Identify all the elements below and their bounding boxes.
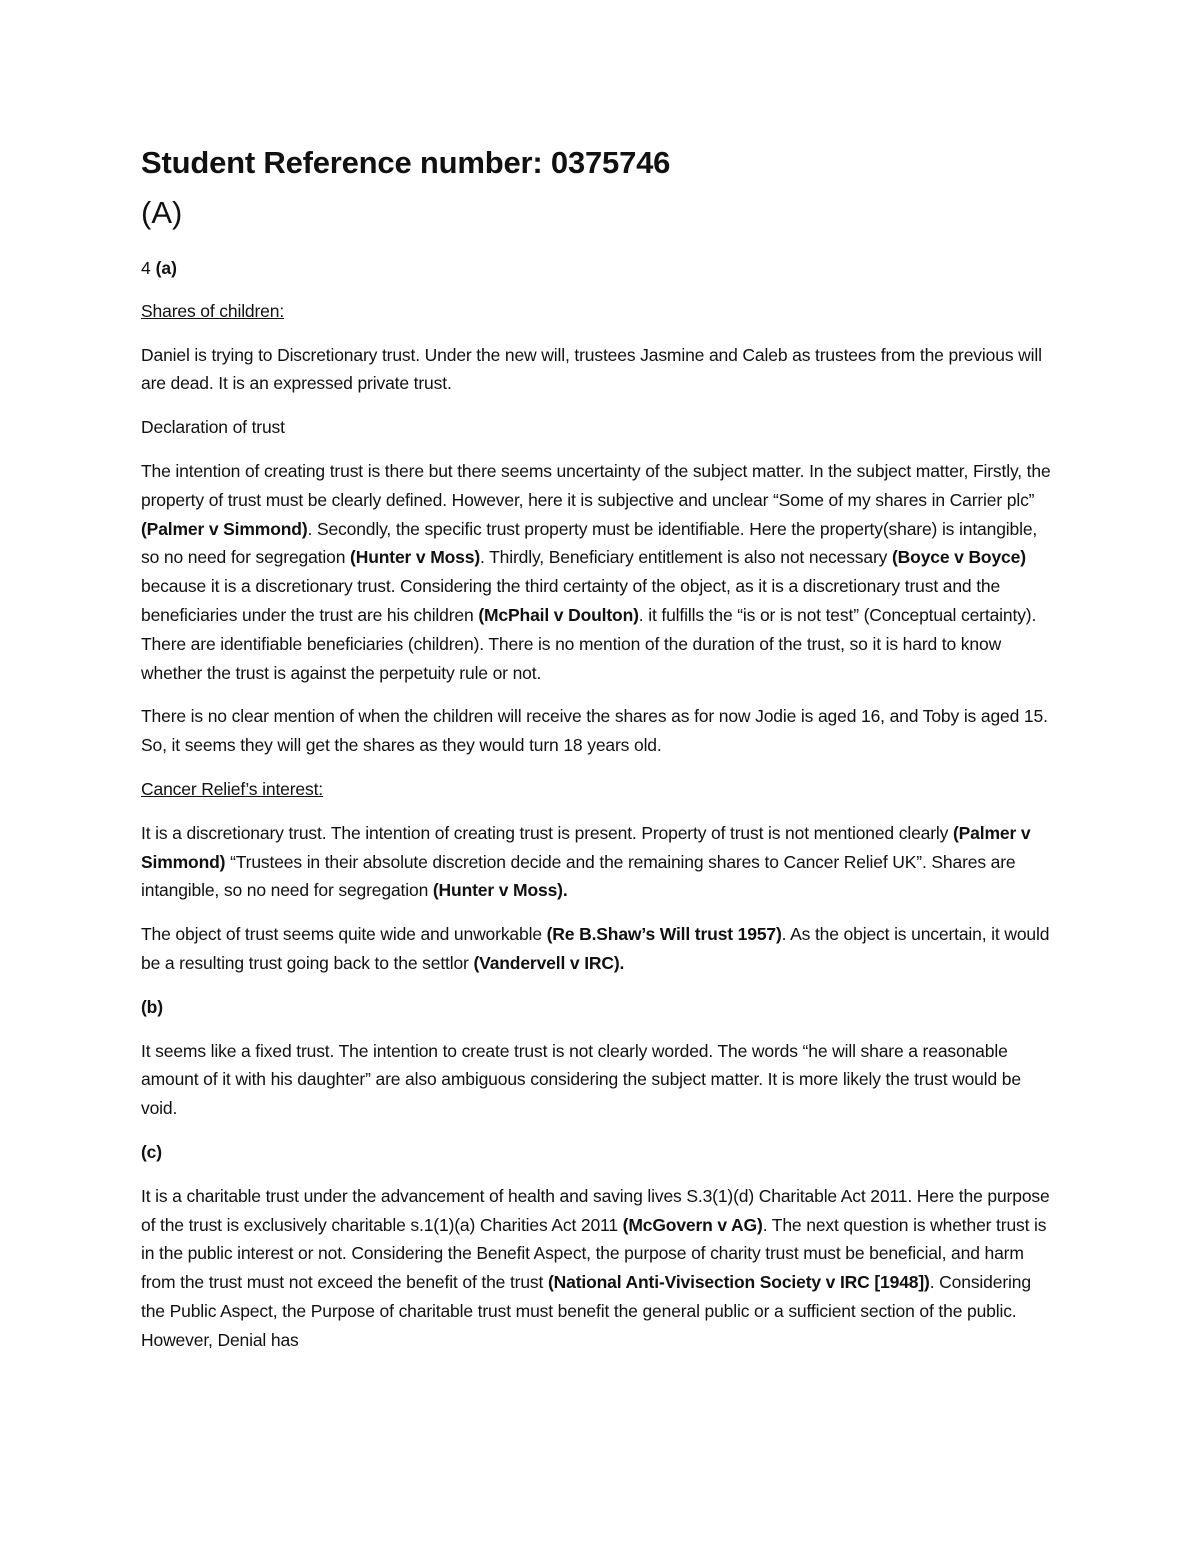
document-page bbox=[141, 140, 1059, 1370]
case-citation: (Boyce v Boyce) bbox=[891, 547, 1026, 568]
case-citation: (Re B.Shaw’s Will trust 1957) bbox=[546, 924, 782, 945]
case-citation: (McPhail v Doulton) bbox=[478, 604, 639, 625]
p7-text-2: . The next question is whether trust is in the public interest or not. Considering the Benefit Aspect, the purpose of charity trust must be beneficial, and harm from the trust must not exceed the benefit of the trust bbox=[141, 1214, 1047, 1293]
paragraph-5 bbox=[141, 920, 1059, 978]
paragraph-1: Daniel is trying to Discretionary trust. Under the new will, trustees Jasmine and Caleb as trustees from the previous will are dead. It is an expressed private trust. bbox=[141, 344, 1042, 394]
p7-text-3: . Considering the Public Aspect, the Purpose of charitable trust must benefit the general public or a sufficient section of the public. However, Denial has bbox=[141, 1272, 1031, 1350]
cancer-relief-heading: Cancer Relief’s interest: bbox=[141, 778, 324, 799]
paragraph-7 bbox=[141, 1182, 1059, 1355]
label-c: (c) bbox=[141, 1141, 162, 1162]
paragraph-3: There is no clear mention of when the children will receive the shares as for now Jodie is aged 16, and Toby is aged 15. So, it seems they will get the shares as they would turn 18 years old. bbox=[141, 706, 1048, 756]
label-b: (b) bbox=[141, 996, 163, 1017]
case-citation: (McGovern v AG) bbox=[622, 1214, 763, 1235]
question-number bbox=[141, 254, 1059, 283]
declaration-heading: Declaration of trust bbox=[141, 417, 285, 438]
paragraph-4 bbox=[141, 819, 1059, 905]
question-part: (a) bbox=[155, 258, 177, 278]
p5-text-2: . As the object is uncertain, it would be a resulting trust going back to the settlor bbox=[141, 924, 1050, 973]
p4-text-1: It is a discretionary trust. The intention of creating trust is present. Property of trust is not mentioned clearly bbox=[141, 822, 953, 843]
p5-text-1: The object of trust seems quite wide and unworkable bbox=[141, 924, 547, 945]
p2-text-2: . Secondly, the specific trust property must be identifiable. Here the property(share) is intangible, so no need for segregation bbox=[141, 518, 1038, 568]
case-citation: (Hunter v Moss) bbox=[350, 547, 481, 568]
paragraph-6: It seems like a fixed trust. The intention to create trust is not clearly worded. The words “he will share a reasonable amount of it with his daughter” are also ambiguous considering the subject matter. It is more likely the trust would be void. bbox=[141, 1040, 1021, 1119]
p2-text-5: . it fulfills the “is or is not test” (Conceptual certainty). There are identifiable beneficiaries (children). There is no mention of the duration of the trust, so it is hard to know whether the trust is against the perpetuity rule or not. bbox=[141, 604, 1037, 683]
p2-text-4: because it is a discretionary trust. Considering the third certainty of the object, as it is a discretionary trust and the beneficiaries under the trust are his children bbox=[141, 576, 1001, 625]
section-heading: (A) bbox=[141, 195, 183, 230]
case-citation: (Palmer v Simmond) bbox=[141, 822, 1031, 872]
paragraph-2 bbox=[141, 457, 1059, 687]
case-citation: (National Anti-Vivisection Society v IRC [1948]) bbox=[547, 1272, 930, 1293]
question-num-text: 4 bbox=[141, 258, 156, 278]
case-citation: (Vandervell v IRC). bbox=[473, 952, 625, 973]
case-citation: (Palmer v Simmond) bbox=[141, 518, 308, 539]
shares-heading: Shares of children: bbox=[141, 300, 285, 321]
case-citation: (Hunter v Moss). bbox=[432, 880, 568, 901]
p2-text-1: The intention of creating trust is there but there seems uncertainty of the subject matter. In the subject matter, Firstly, the property of trust must be clearly defined. However, here it is subjective and unclear “Some of my shares in Carrier plc” bbox=[141, 460, 1051, 510]
p4-text-2: “Trustees in their absolute discretion decide and the remaining shares to Cancer Relief UK”. Shares are intangible, so no need for segregation bbox=[141, 851, 1016, 901]
page-title: Student Reference number: 0375746 bbox=[141, 145, 671, 180]
p2-text-3: . Thirdly, Beneficiary entitlement is also not necessary bbox=[480, 547, 892, 568]
p7-text-1: It is a charitable trust under the advancement of health and saving lives S.3(1)(d) Charitable Act 2011. Here the purpose of the trust is exclusively charitable s.1(1)(a) Charities Act 2011 bbox=[141, 1185, 1050, 1235]
